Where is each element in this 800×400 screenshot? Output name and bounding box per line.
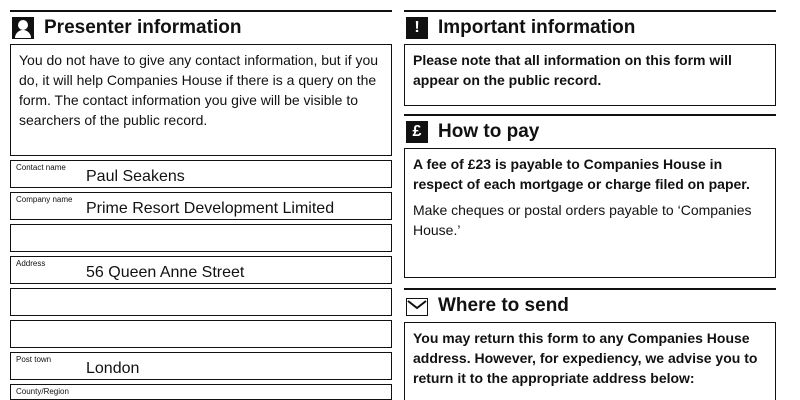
county-region-field[interactable] [10, 384, 392, 400]
pay-box [404, 148, 776, 278]
send-title: Where to send [438, 295, 569, 316]
presenter-intro-box [10, 44, 392, 156]
important-header [404, 10, 776, 45]
address-field-line3[interactable] [10, 320, 392, 348]
company-name-field-line2[interactable] [10, 224, 392, 252]
presenter-section [10, 0, 392, 396]
company-name-field[interactable] [10, 192, 392, 220]
county-region-label: County/Region [16, 387, 69, 396]
person-icon [12, 17, 34, 39]
info-column [404, 0, 776, 386]
pound-icon: £ [406, 121, 428, 143]
exclamation-icon: ! [406, 17, 428, 39]
important-text: Please note that all information on this form will appear on the public record. [413, 52, 732, 88]
pay-cheque-text: Make cheques or postal orders payable to ‘Companies House.’ [413, 202, 752, 238]
presenter-intro: You do not have to give any contact information, but if you do, it will help Companies House if there is a query on the form. The contact information you give will be visible to searchers of the public record. [19, 52, 379, 128]
address-field[interactable] [10, 256, 392, 284]
address-label: Address [16, 259, 46, 268]
send-box [404, 322, 776, 400]
post-town-field[interactable] [10, 352, 392, 380]
company-name-value: Prime Resort Development Limited [86, 200, 335, 217]
post-town-value: London [86, 360, 140, 377]
important-box [404, 44, 776, 106]
contact-name-label: Contact name [16, 163, 66, 172]
company-name-label: Company name [16, 195, 73, 204]
important-title: Important information [438, 17, 636, 38]
presenter-title: Presenter information [44, 17, 242, 38]
send-header [404, 288, 776, 323]
contact-name-field[interactable] [10, 160, 392, 188]
address-value: 56 Queen Anne Street [86, 264, 245, 281]
pay-header [404, 114, 776, 149]
presenter-header [10, 10, 392, 45]
contact-name-value: Paul Seakens [86, 168, 185, 185]
pay-title: How to pay [438, 121, 540, 142]
post-town-label: Post town [16, 355, 52, 364]
address-field-line2[interactable] [10, 288, 392, 316]
pay-fee-text: A fee of £23 is payable to Companies House in respect of each mortgage or charge filed on paper. [413, 156, 750, 192]
envelope-icon [406, 298, 428, 316]
send-text: You may return this form to any Companies House address. However, for expediency, we advise you to return it to the appropriate address below: [413, 330, 758, 386]
